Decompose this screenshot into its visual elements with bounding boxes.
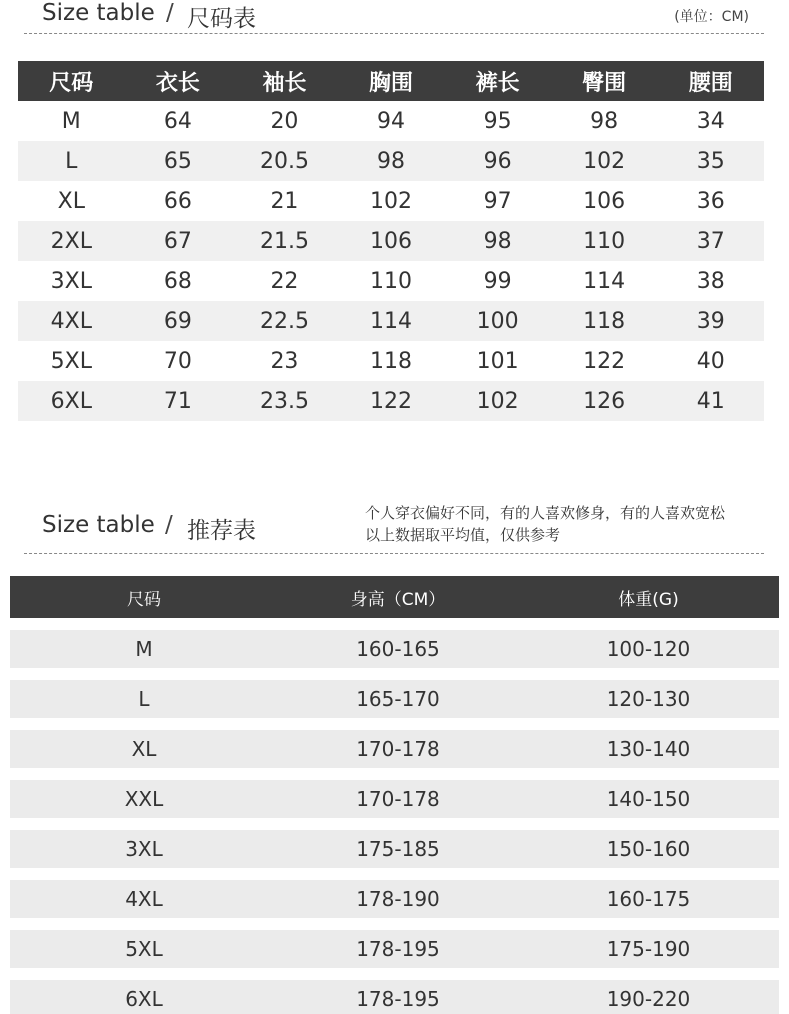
size-table-header xyxy=(0,0,789,36)
measurement-cell: 101 xyxy=(476,348,519,374)
recommend-note-line: 以上数据取平均值，仅供参考 xyxy=(365,526,561,544)
height-cell: 165-170 xyxy=(356,687,440,711)
measurement-cell: 69 xyxy=(163,308,192,334)
measurement-cell: 114 xyxy=(370,308,413,334)
height-cell: 178-195 xyxy=(356,987,440,1011)
recommend-table xyxy=(10,576,779,1014)
table-row xyxy=(18,101,764,141)
weight-cell: 140-150 xyxy=(606,787,691,811)
table-row xyxy=(10,730,779,768)
table-row xyxy=(18,381,764,421)
table-row xyxy=(10,780,779,818)
measurement-cell: 23.5 xyxy=(259,388,309,414)
measurement-cell: 94 xyxy=(377,108,406,134)
measurement-cell: 20.5 xyxy=(259,148,309,174)
size-cell: M xyxy=(135,637,153,661)
size-table xyxy=(18,61,764,421)
column-header: 腰围 xyxy=(688,70,733,96)
size-table-title-cn: 尺码表 xyxy=(187,6,256,32)
weight-cell: 160-175 xyxy=(606,887,691,911)
size-cell: M xyxy=(61,108,81,134)
column-header: 身高（CM） xyxy=(350,589,446,610)
column-header: 衣长 xyxy=(155,70,200,96)
size-cell: L xyxy=(65,148,78,174)
recommend-note xyxy=(365,502,780,546)
measurement-cell: 97 xyxy=(483,188,512,214)
measurement-cell: 102 xyxy=(370,188,413,214)
measurement-cell: 40 xyxy=(696,348,725,374)
measurement-cell: 106 xyxy=(583,188,626,214)
measurement-cell: 20 xyxy=(270,108,299,134)
measurement-cell: 36 xyxy=(696,188,725,214)
recommend-table-header-row xyxy=(10,576,779,618)
recommend-note-line: 个人穿衣偏好不同，有的人喜欢修身，有的人喜欢宽松 xyxy=(365,504,726,522)
column-header: 体重(G) xyxy=(618,589,679,610)
table-row xyxy=(10,930,779,968)
height-cell: 160-165 xyxy=(356,637,440,661)
table-row xyxy=(10,680,779,718)
size-table-title-en: Size table xyxy=(42,0,155,26)
table-row xyxy=(18,301,764,341)
size-cell: 3XL xyxy=(50,268,92,294)
measurement-cell: 110 xyxy=(370,268,413,294)
measurement-cell: 71 xyxy=(163,388,192,414)
table-row xyxy=(18,141,764,181)
measurement-cell: 122 xyxy=(370,388,413,414)
measurement-cell: 66 xyxy=(163,188,192,214)
table-row xyxy=(10,630,779,668)
measurement-cell: 98 xyxy=(483,228,512,254)
measurement-cell: 100 xyxy=(476,308,519,334)
height-cell: 178-190 xyxy=(356,887,440,911)
measurement-cell: 102 xyxy=(583,148,626,174)
measurement-cell: 126 xyxy=(583,388,626,414)
measurement-cell: 114 xyxy=(583,268,626,294)
size-cell: 2XL xyxy=(50,228,92,254)
measurement-cell: 64 xyxy=(163,108,192,134)
measurement-cell: 34 xyxy=(696,108,725,134)
measurement-cell: 96 xyxy=(483,148,512,174)
size-cell: XL xyxy=(131,737,157,761)
size-cell: 5XL xyxy=(125,937,163,961)
column-header: 臀围 xyxy=(582,70,627,96)
measurement-cell: 98 xyxy=(590,108,619,134)
measurement-cell: 41 xyxy=(696,388,725,414)
weight-cell: 190-220 xyxy=(606,987,691,1011)
title-separator: / xyxy=(165,512,173,538)
measurement-cell: 22 xyxy=(270,268,299,294)
size-cell: 6XL xyxy=(50,388,92,414)
measurement-cell: 110 xyxy=(583,228,626,254)
measurement-cell: 22.5 xyxy=(259,308,309,334)
measurement-cell: 99 xyxy=(483,268,512,294)
measurement-cell: 65 xyxy=(163,148,192,174)
weight-cell: 175-190 xyxy=(606,937,691,961)
size-cell: 3XL xyxy=(125,837,163,861)
measurement-cell: 23 xyxy=(270,348,299,374)
height-cell: 170-178 xyxy=(356,737,440,761)
weight-cell: 120-130 xyxy=(606,687,691,711)
weight-cell: 150-160 xyxy=(606,837,691,861)
column-header: 胸围 xyxy=(369,70,414,96)
measurement-cell: 68 xyxy=(163,268,192,294)
table-row xyxy=(10,830,779,868)
measurement-cell: 118 xyxy=(583,308,626,334)
size-cell: 6XL xyxy=(125,987,163,1011)
measurement-cell: 95 xyxy=(483,108,512,134)
measurement-cell: 21.5 xyxy=(259,228,309,254)
recommend-table-header xyxy=(0,495,789,555)
dashed-divider xyxy=(24,33,764,34)
size-cell: XXL xyxy=(124,787,164,811)
measurement-cell: 98 xyxy=(377,148,406,174)
height-cell: 175-185 xyxy=(356,837,440,861)
size-cell: 4XL xyxy=(50,308,92,334)
column-header: 袖长 xyxy=(262,70,307,96)
measurement-cell: 39 xyxy=(696,308,725,334)
table-row xyxy=(18,221,764,261)
column-header: 尺码 xyxy=(127,589,161,610)
weight-cell: 100-120 xyxy=(606,637,691,661)
size-cell: 5XL xyxy=(50,348,92,374)
size-cell: XL xyxy=(57,188,85,214)
table-row xyxy=(18,181,764,221)
unit-note: (单位：CM) xyxy=(674,9,749,25)
weight-cell: 130-140 xyxy=(606,737,691,761)
recommend-table-title-cn: 推荐表 xyxy=(187,518,256,544)
size-cell: 4XL xyxy=(125,887,163,911)
size-table-body xyxy=(18,101,764,421)
column-header: 尺码 xyxy=(49,70,94,96)
table-row xyxy=(10,980,779,1014)
size-table-header-row xyxy=(18,61,764,101)
measurement-cell: 122 xyxy=(583,348,626,374)
table-row xyxy=(18,261,764,301)
measurement-cell: 70 xyxy=(163,348,192,374)
measurement-cell: 102 xyxy=(476,388,519,414)
recommend-table-title-en: Size table xyxy=(42,512,155,538)
table-row xyxy=(10,880,779,918)
height-cell: 170-178 xyxy=(356,787,440,811)
measurement-cell: 106 xyxy=(370,228,413,254)
dashed-divider xyxy=(24,553,764,554)
height-cell: 178-195 xyxy=(356,937,440,961)
title-separator: / xyxy=(166,0,174,26)
size-cell: L xyxy=(138,687,150,711)
measurement-cell: 37 xyxy=(696,228,725,254)
measurement-cell: 38 xyxy=(696,268,725,294)
measurement-cell: 21 xyxy=(270,188,299,214)
recommend-table-body xyxy=(10,630,779,1014)
measurement-cell: 118 xyxy=(370,348,413,374)
table-row xyxy=(18,341,764,381)
measurement-cell: 67 xyxy=(163,228,192,254)
column-header: 裤长 xyxy=(475,70,520,96)
measurement-cell: 35 xyxy=(696,148,725,174)
